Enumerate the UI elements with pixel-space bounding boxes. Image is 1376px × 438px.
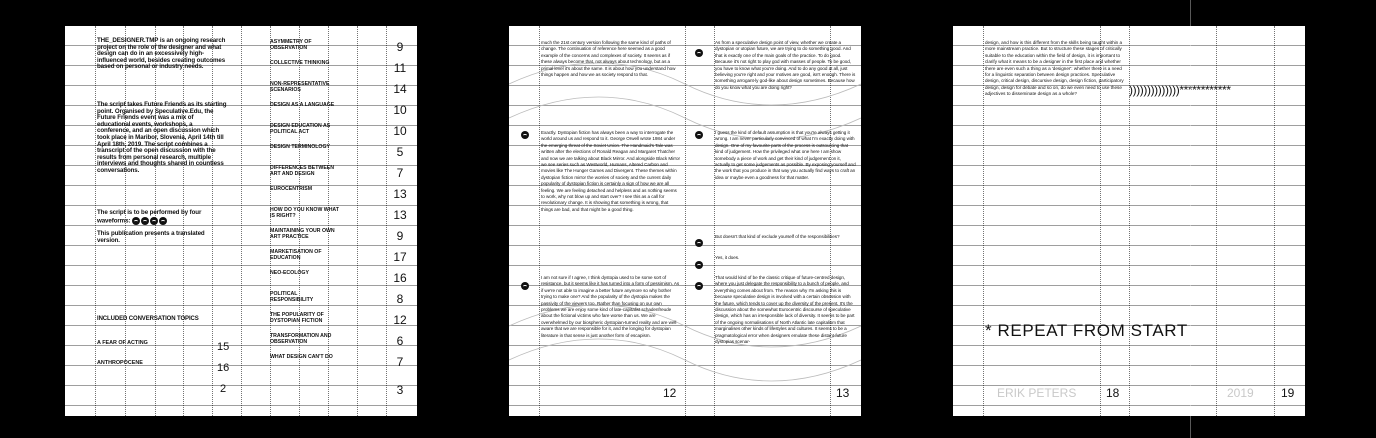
waveform-icon bbox=[132, 217, 140, 225]
toc-page-number: 16 bbox=[393, 271, 407, 285]
toc-page-number: 6 bbox=[396, 334, 404, 348]
toc-item: NON-REPRESENTATIVE SCENARIOS bbox=[270, 81, 330, 94]
toc-page-number: 12 bbox=[393, 313, 407, 327]
toc-item: WHAT DESIGN CAN'T DO bbox=[270, 354, 333, 360]
included-topic-page: 15 bbox=[217, 341, 230, 353]
intro-text: THE_DESIGNER.TMP is an ongoing research project on the role of the designer and what design can do in an excessively high-influenced world, besides creating outcomes based on personal or industry needs. bbox=[97, 37, 226, 71]
toc-page-number: 5 bbox=[396, 145, 404, 159]
page-number: 18 bbox=[1106, 386, 1120, 400]
toc-item: MAINTAINING YOUR OWN ART PRACTICE bbox=[270, 228, 335, 241]
page-number: 13 bbox=[836, 386, 850, 400]
toc-item: TRANSFORMATION AND OBSERVATION bbox=[270, 333, 332, 346]
toc-item: THE POPULARITY OF DYSTOPIAN FICTION bbox=[270, 312, 324, 325]
toc-item: DESIGN TERMINOLOGY bbox=[270, 144, 330, 150]
intro-paragraph bbox=[97, 38, 227, 71]
toc-item: ASYMMETRY OF OBSERVATION bbox=[270, 39, 312, 52]
intro-text: This publication presents a translated version. bbox=[97, 230, 205, 244]
speaker-icon bbox=[695, 49, 703, 57]
speaker-icon bbox=[521, 282, 529, 290]
speaker-icon bbox=[521, 131, 529, 139]
toc-item: DESIGN AS A LANGUAGE bbox=[270, 102, 335, 108]
waveform-icon bbox=[150, 217, 158, 225]
dialogue-paragraph: I guess the kind of default assumption is that you're always getting it wrong. I am never particularly convinced of what I'm exactly doing with design. One of my favourite parts of the process is outsourcing that kind of judgement. How the privileged what one here I am show somebody a piece of work and get their kind of judgement on it, actually to get some judgements as possible. By exposing yourself and the work that you produce in that way you actually find ways to craft an idea or maybe even a goodness for that matter. bbox=[715, 130, 856, 180]
page-number: 2 bbox=[220, 383, 227, 395]
author-name: ERIK PETERS bbox=[997, 386, 1077, 400]
repeat-instruction: * REPEAT FROM START bbox=[985, 321, 1188, 340]
toc-item: NEO-ECOLOGY bbox=[270, 270, 309, 276]
toc-page-number: 9 bbox=[396, 40, 404, 54]
year: 2019 bbox=[1227, 386, 1254, 400]
dialogue-paragraph: That would kind of be the classic critique of future-centred design, where you just delegate the responsibility to a bunch of people, and everything comes about from. The reason why I'm asking this is because speculative design is involved with a certain obsession with the future, which tends to cover up the diversity of the present. It's the discussion about the somewhat Eurocentric discourse of speculative design, which has an irresponsible lack of diversity. It seems to be part of the ongoing normalisations of North Atlantic late capitalism that marginalises other kinds of lifestyles and cultures. It seems to be a pragmatological error when designers emulate these distant-future dystopias scenar- bbox=[715, 275, 855, 345]
toc-page-number: 11 bbox=[393, 61, 407, 75]
included-topic-page: 16 bbox=[217, 362, 230, 374]
toc-item: DIFFERENCES BETWEEN ART AND DESIGN bbox=[270, 165, 334, 178]
speaker-icon bbox=[695, 282, 703, 290]
speaker-icon bbox=[695, 261, 703, 269]
toc-item: DESIGN EDUCATION AS POLITICAL ACT bbox=[270, 123, 331, 136]
dialogue-paragraph: Exactly. Dystopian fiction has always been a way to interrogate the world around us and respond to it. George Orwell wrote 1984 under the emerging threat of the Soviet Union. The Handmaid's Tale was written after the elections of Ronald Reagan and Margaret Thatcher and now we are talking about Black Mirror. And alongside Black Mirror we see series such as Westworld, Humans, Altered Carbon and movies like The Hunger Games and Divergent. These themes within dystopian fiction mirror the worries of society and the current daily popularity of dystopian fiction is certainly a sign of how we are all feeling. We are feeling detached and helpless and as nothing seems to work, why not blow up and start over? I see this as a call for revolutionary change. It is showing that something is wrong, that things are bad, and that might be a good thing. bbox=[541, 130, 681, 212]
dialogue-paragraph: But doesn't that kind of exclude yourself of the responsibilities? bbox=[715, 234, 840, 239]
intro-paragraph-4 bbox=[97, 231, 227, 244]
ending-page bbox=[953, 26, 1305, 416]
toc-item: HOW DO YOU KNOW WHAT IS RIGHT? bbox=[270, 207, 339, 220]
dialogue-paragraph: As from a speculative design point of view, whether we create a dystopian or utopian future, we are trying to do something good. And that is exactly one of the main goals of the practice. To do good. Because it's not right to play god with masses of people. To be good, you have to know what you're doing. And to do any good at all, just believing you're right and your motives are good, isn't enough. There is something arrogant-ly god-like about design sometimes. Because how do you know what you are doing right? bbox=[715, 40, 856, 90]
dialogue-page bbox=[509, 26, 861, 416]
toc-page-number: 13 bbox=[393, 187, 407, 201]
dialogue-paragraph: Yes, it does. bbox=[715, 255, 740, 260]
toc-item: POLITICAL RESPONSIBILITY bbox=[270, 291, 314, 304]
intro-paragraph-3 bbox=[97, 210, 227, 225]
toc-page-number: 17 bbox=[393, 250, 407, 264]
closing-paragraph: design, and how is this different from the skills being taught within a more mainstream practice. But to structure these stages of critically suitable to the education within the field of design, it is important to clarify what it means to be a designer in the first place and whether there are even such a thing as a 'designer': whether there is a need for a linguistic separation between design practices. Speculative design, critical design, discursive design, design fiction, participatory design, design for debate and so on, do we even need to use these adjectives to disseminate design as a whole? bbox=[985, 40, 1124, 97]
waveform-icon bbox=[141, 217, 149, 225]
toc-page-number: 7 bbox=[396, 355, 404, 369]
toc-item: COLLECTIVE THINKING bbox=[270, 60, 330, 66]
toc-page-number: 8 bbox=[396, 292, 404, 306]
page-number: 19 bbox=[1281, 386, 1295, 400]
toc-page-number: 10 bbox=[393, 124, 407, 138]
toc-page-number: 13 bbox=[393, 208, 407, 222]
speaker-icon bbox=[695, 131, 703, 139]
included-topic: A FEAR OF ACTING bbox=[97, 340, 148, 346]
toc-page-number: 7 bbox=[396, 166, 404, 180]
included-topics-heading: INCLUDED CONVERSATION TOPICS bbox=[97, 316, 199, 322]
toc-page-number: 9 bbox=[396, 229, 404, 243]
toc-item: EUROCENTRISM bbox=[270, 186, 313, 192]
intro-text: The script takes Future Friends as its starting point. Organised by Speculative.Edu, the Future Friends event was a mix of educational events, workshops, a conference, and an open discussion which took place in Maribor, Slovenia, April 14th till April 18th, 2019. The script combines a transcript of the open discussion with the results from personal research, multiple interviews and thoughts shared in countless conversations. bbox=[97, 101, 227, 174]
page-number: 3 bbox=[396, 383, 404, 397]
toc-page-number: 14 bbox=[393, 82, 407, 96]
toc-item: MARKETISATION OF EDUCATION bbox=[270, 249, 322, 262]
page-number: 12 bbox=[663, 386, 677, 400]
dialogue-paragraph: I am not sure if I agree, I think dystopia used to be some sort of resistance, but it seems like it has turned into a form of pessimism. As if we're not able to imagine a better future anymore so why bother trying to make one? And the popularity of the dystopia makes the passivity of the viewers too. Rather than focusing on our own problems we are enjoy some kind of late-capitalist schadenfreude about the fictional victims who fare worse than us. We are overwhelmed by our biospheric dystopian-turned reality and are well aware that we are responsible for it, and the longing for dystopian literature in that sense is just another form of escapism. bbox=[541, 275, 680, 338]
intro-paragraph-2 bbox=[97, 102, 227, 175]
intro-text: The script is to be performed by four waveforms: bbox=[97, 209, 202, 225]
marquee-text: ))))))))))))))************ bbox=[1129, 83, 1231, 97]
waveform-icons bbox=[132, 217, 167, 225]
waveform-icon bbox=[159, 217, 167, 225]
divider bbox=[1190, 0, 1191, 438]
contents-page bbox=[65, 26, 417, 416]
included-topic: ANTHROPOCENE bbox=[97, 360, 143, 366]
toc-page-number: 10 bbox=[393, 103, 407, 117]
speaker-icon bbox=[695, 239, 703, 247]
dialogue-paragraph: much the 21st century version following the same kind of paths of change. The continuation of reference here seemed as a good example of the concerns and complexes of society. It seems as if these always become that, not always about technology, but as a primal level it's about the same. It is about how you understand how things happen and how we as society respond to that. bbox=[541, 40, 676, 78]
